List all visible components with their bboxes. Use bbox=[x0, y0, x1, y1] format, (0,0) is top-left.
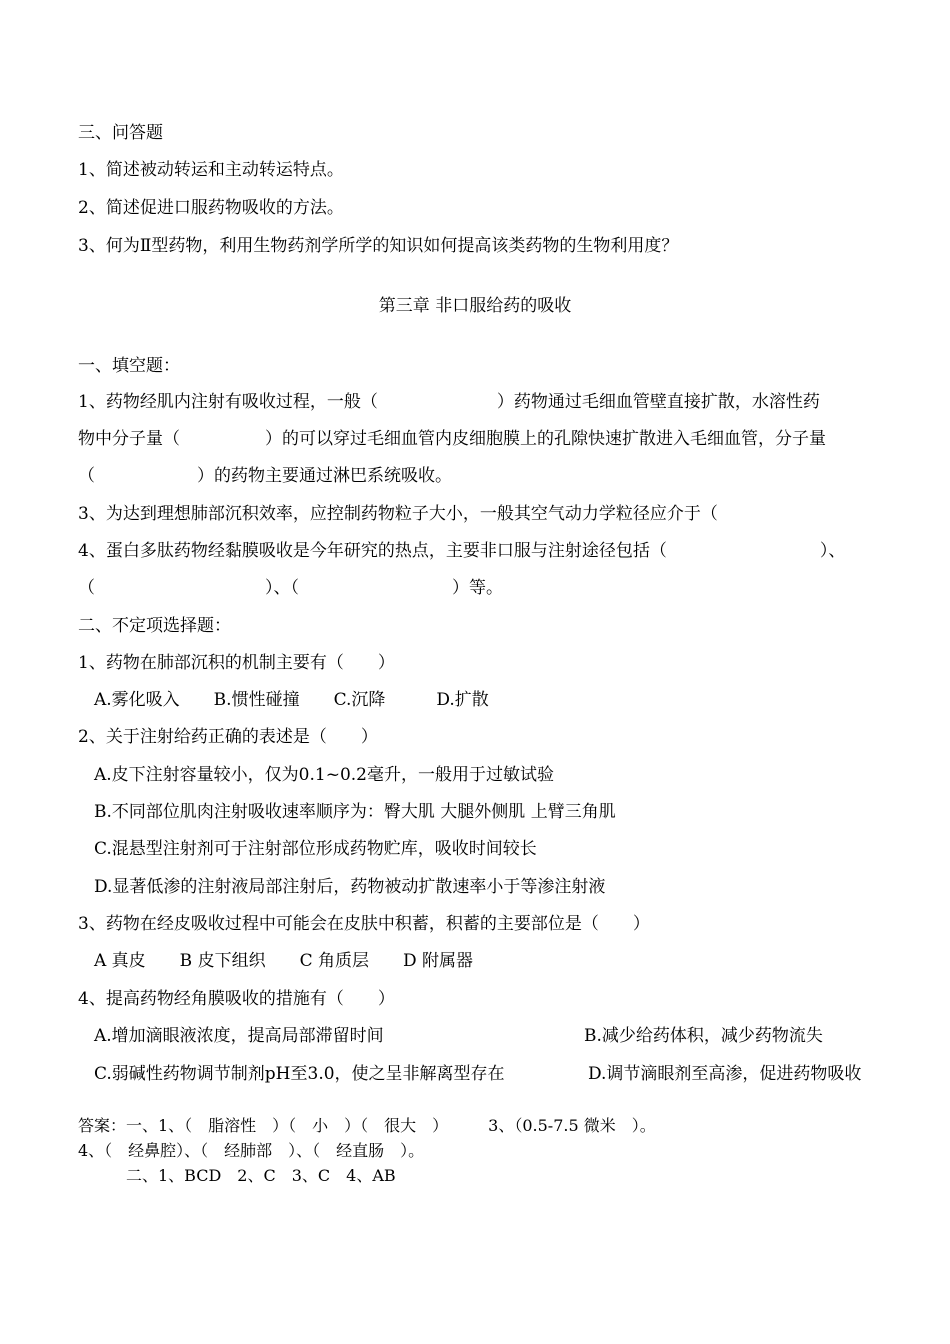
fill-question-line: 1、药物经肌内注射有吸收过程，一般（ ）药物通过毛细血管壁直接扩散，水溶性药 bbox=[78, 392, 820, 412]
answer-line: 二、1、BCD 2、C 3、C 4、AB bbox=[126, 1166, 396, 1185]
choice-option: B.减少给药体积，减少药物流失 bbox=[584, 1026, 823, 1046]
answer-line: 4、（ 经鼻腔）、（ 经肺部 ）、（ 经直肠 ）。 bbox=[78, 1141, 425, 1160]
fill-heading: 一、填空题： bbox=[78, 356, 180, 376]
choice-option: A.皮下注射容量较小，仅为0.1~0.2毫升，一般用于过敏试验 bbox=[94, 765, 554, 785]
question-item: 1、简述被动转运和主动转运特点。 bbox=[78, 160, 344, 180]
choice-option: C.混悬型注射剂可于注射部位形成药物贮库，吸收时间较长 bbox=[94, 839, 537, 859]
choice-question: 2、关于注射给药正确的表述是（ ） bbox=[78, 727, 378, 747]
choice-question: 4、提高药物经角膜吸收的措施有（ ） bbox=[78, 989, 395, 1009]
choice-option: D.显著低渗的注射液局部注射后，药物被动扩散速率小于等渗注射液 bbox=[94, 877, 606, 897]
choice-question: 1、药物在肺部沉积的机制主要有（ ） bbox=[78, 653, 395, 673]
choice-option: C.弱碱性药物调节制剂pH至3.0，使之呈非解离型存在 bbox=[94, 1064, 505, 1084]
question-item: 3、何为Ⅱ型药物，利用生物药剂学所学的知识如何提高该类药物的生物利用度？ bbox=[78, 236, 679, 256]
answer-line: 答案：一、1、（ 脂溶性 ）（ 小 ）（ 很大 ） 3、（0.5-7.5 微米 ）。 bbox=[78, 1116, 656, 1135]
choice-option: B.不同部位肌肉注射吸收速率顺序为：臀大肌 大腿外侧肌 上臂三角肌 bbox=[94, 802, 616, 822]
choice-option: D.调节滴眼剂至高渗，促进药物吸收 bbox=[588, 1064, 862, 1084]
choice-heading: 二、不定项选择题： bbox=[78, 616, 231, 636]
choice-option: A.增加滴眼液浓度，提高局部滞留时间 bbox=[94, 1026, 384, 1046]
fill-question-line: （ ）、（ ）等。 bbox=[78, 578, 503, 598]
fill-question-line: 物中分子量（ ）的可以穿过毛细血管内皮细胞膜上的孔隙快速扩散进入毛细血管，分子量 bbox=[78, 429, 826, 449]
fill-question-line: 3、为达到理想肺部沉积效率，应控制药物粒子大小，一般其空气动力学粒径应介于（ bbox=[78, 504, 718, 524]
choice-options: A.雾化吸入 B.惯性碰撞 C.沉降 D.扩散 bbox=[94, 690, 489, 710]
choice-question: 3、药物在经皮吸收过程中可能会在皮肤中积蓄，积蓄的主要部位是（ ） bbox=[78, 914, 650, 934]
section3-heading: 三、问答题 bbox=[78, 123, 163, 143]
question-item: 2、简述促进口服药物吸收的方法。 bbox=[78, 198, 344, 218]
fill-question-line: （ ）的药物主要通过淋巴系统吸收。 bbox=[78, 466, 452, 486]
chapter-title: 第三章 非口服给药的吸收 bbox=[378, 296, 572, 316]
choice-options: A 真皮 B 皮下组织 C 角质层 D 附属器 bbox=[94, 951, 474, 971]
fill-question-line: 4、蛋白多肽药物经黏膜吸收是今年研究的热点，主要非口服与注射途径包括（ ）、 bbox=[78, 541, 846, 561]
